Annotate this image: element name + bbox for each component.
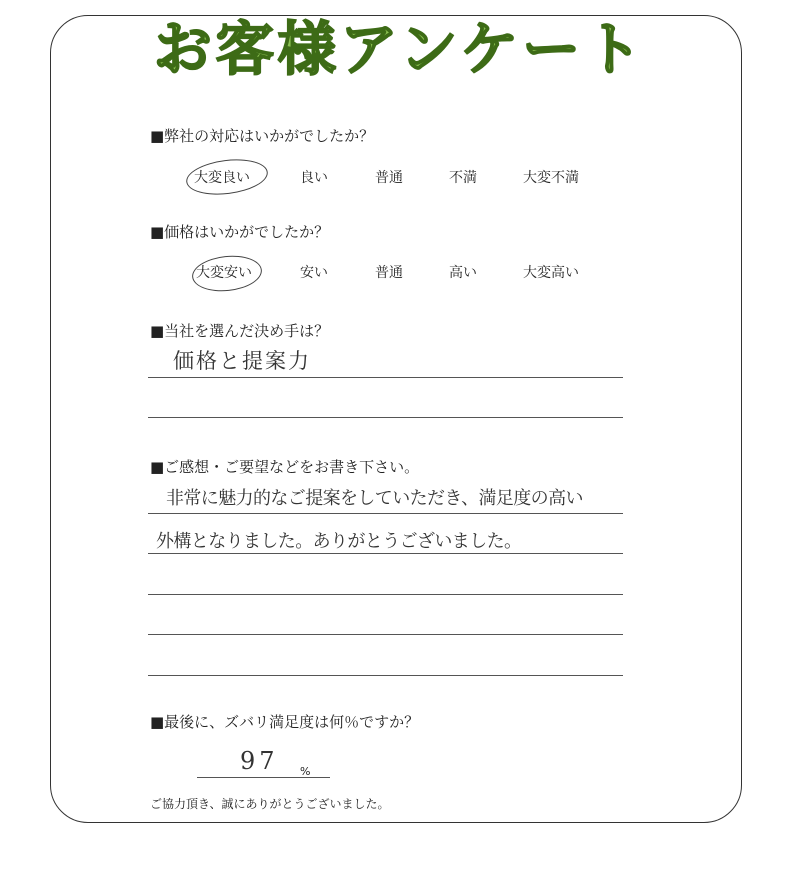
question-3: ■当社を選んだ決め手は？ (150, 322, 330, 340)
q1-option-2[interactable]: 良い (300, 170, 328, 186)
q4-answer-line-1[interactable] (148, 513, 623, 514)
q4-answer-handwritten-2: 外構となりました。ありがとうございました。 (156, 531, 522, 552)
q2-option-4[interactable]: 高い (449, 265, 477, 281)
q2-option-1[interactable]: 大変安い (196, 265, 252, 281)
q1-option-5[interactable]: 大変不満 (523, 170, 579, 186)
q1-option-3[interactable]: 普通 (375, 170, 403, 186)
q4-answer-line-2[interactable] (148, 553, 623, 554)
q2-option-2[interactable]: 安い (300, 265, 328, 281)
q3-answer-line-2[interactable] (148, 417, 623, 418)
q5-answer-line[interactable] (197, 777, 330, 778)
q2-option-3[interactable]: 普通 (375, 265, 403, 281)
question-2: ■価格はいかがでしたか？ (150, 223, 330, 241)
q1-option-1[interactable]: 大変良い (194, 170, 250, 186)
q4-answer-line-4[interactable] (148, 634, 623, 635)
q1-option-4[interactable]: 不満 (449, 170, 477, 186)
question-1: ■弊社の対応はいかがでしたか？ (150, 127, 375, 145)
question-5: ■最後に、ズバリ満足度は何％ですか？ (150, 713, 420, 731)
q4-answer-line-3[interactable] (148, 594, 623, 595)
q4-answer-line-5[interactable] (148, 675, 623, 676)
q3-answer-handwritten: 価格と提案力 (173, 349, 311, 373)
q5-answer-handwritten: 97 (240, 747, 279, 775)
q3-answer-line-1[interactable] (148, 377, 623, 378)
thank-you-note: ご協力頂き、誠にありがとうございました。 (150, 797, 390, 811)
q2-option-5[interactable]: 大変高い (523, 265, 579, 281)
question-4: ■ご感想・ご要望などをお書き下さい。 (150, 458, 420, 476)
survey-title: お客様アンケート (153, 15, 647, 83)
q4-answer-handwritten-1: 非常に魅力的なご提案をしていただき、満足度の高い (166, 488, 583, 509)
percent-unit: % (300, 765, 311, 778)
